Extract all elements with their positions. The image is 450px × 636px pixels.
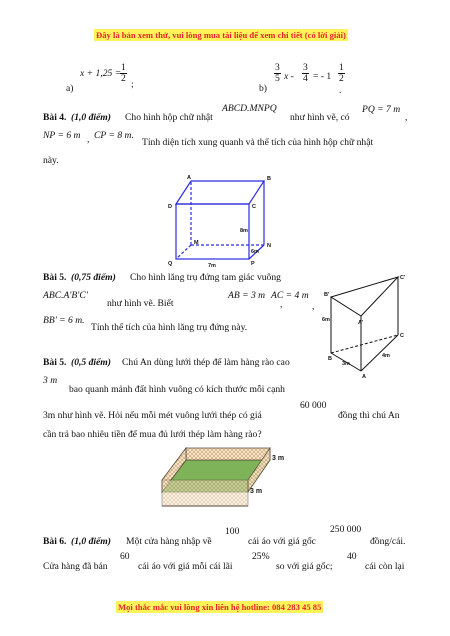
- label-D: D: [168, 204, 172, 210]
- bai6-text3: đồng/cái.: [370, 536, 406, 547]
- bai6-text6: so với giá gốc;: [276, 561, 333, 572]
- bai5b-text5: cần trả bao nhiêu tiền để mua đủ lưới thép làm hàng rào?: [43, 429, 262, 440]
- label-N: N: [267, 243, 271, 249]
- label-height: 6m: [322, 317, 330, 323]
- eq-b-eq: = - 1: [313, 71, 332, 82]
- eq-b-label: b): [259, 83, 267, 94]
- label-C1: C': [400, 275, 406, 281]
- bai6-title: Bài 6.: [43, 536, 67, 547]
- bai5b-text2: bao quanh mảnh đất hình vuông có kích thước mỗi cạnh: [69, 384, 285, 395]
- label-M: M: [194, 240, 199, 246]
- label-ac: 4m: [382, 353, 390, 359]
- bai5b-text1: Chú An dùng lưới thép để làm hàng rào cao: [122, 357, 290, 368]
- front-face: [176, 204, 249, 259]
- eq-a-fraction: [120, 63, 127, 84]
- label-C: C: [400, 333, 404, 339]
- eq-b-d1: 5: [275, 73, 280, 84]
- bai5a-shape: ABC.A'B'C': [43, 290, 88, 301]
- bai4-text2: như hình vẽ, có: [290, 112, 350, 123]
- eq-a-tail: ;: [131, 79, 134, 90]
- bai5a-bb: BB' = 6 m.: [43, 315, 85, 326]
- bai5b-text4: đồng thì chú An: [338, 410, 400, 421]
- eq-a-den: 2: [121, 73, 126, 84]
- preview-notice: Đây là bản xem thử, vui lòng mua tài liệu để xem chi tiết (có lời giải): [96, 30, 346, 40]
- hotline-notice: Mọi thắc mắc vui lòng xin liên hệ hotline: 084 283 45 85: [118, 602, 322, 612]
- bai6-text2: cái áo với giá gốc: [248, 536, 316, 547]
- bai4-points: (1,0 điểm): [71, 112, 111, 123]
- label-height: 8m: [240, 228, 248, 234]
- top-face: [176, 181, 264, 204]
- bai5b-title: Bài 5.: [43, 357, 67, 368]
- eq-b-d3: 2: [339, 73, 344, 84]
- box-figure: [160, 173, 295, 268]
- bai4-shape: ABCD.MNPQ: [222, 103, 277, 114]
- eq-b-x: x -: [284, 71, 294, 82]
- eq-b-n3: 1: [339, 62, 344, 73]
- eq-b-frac3: [338, 63, 345, 84]
- bai5a-points: (0,75 điểm): [71, 272, 116, 283]
- eq-b-n2: 3: [303, 62, 308, 73]
- label-length: 7m: [208, 263, 216, 268]
- label-width: 6m: [251, 249, 259, 255]
- bai5b-height: 3 m: [43, 375, 58, 386]
- label-B: B: [267, 176, 271, 182]
- bai5a-comma1: ,: [280, 299, 283, 310]
- bai5a-ab: AB = 3 m: [228, 290, 266, 301]
- fence-figure: [150, 444, 300, 514]
- bai4-pq: PQ = 7 m: [362, 104, 401, 115]
- label-A: A: [362, 374, 366, 379]
- eq-b-frac1: [274, 63, 281, 84]
- bai6-text1: Một cửa hàng nhập về: [126, 536, 212, 547]
- bai4-np: NP = 6 m: [43, 130, 81, 141]
- fence-front: [162, 480, 248, 506]
- bai5a-text1: Cho hình lăng trụ đứng tam giác vuông: [130, 272, 281, 283]
- bai5a-text3: Tính thể tích của hình lăng trụ đứng này.: [91, 322, 248, 333]
- label-A1: A': [358, 320, 364, 326]
- label-B: B: [328, 356, 332, 362]
- label-A: A: [187, 175, 191, 181]
- bai6-price: 250 000: [330, 524, 362, 535]
- eq-b-d2: 4: [303, 73, 308, 84]
- bai4-text3: Tính diện tích xung quanh và thể tích của hình hộp chữ nhật: [142, 137, 374, 148]
- bai4-cp: CP = 8 m.: [94, 130, 134, 141]
- eq-b-tail: .: [339, 85, 342, 96]
- fence-back: [186, 448, 270, 460]
- bai4-title: Bài 4.: [43, 112, 67, 123]
- eq-a-lhs: x + 1,25 =: [80, 68, 122, 79]
- bai5b-price: 60 000: [300, 400, 327, 411]
- bai6-text7: cái còn lại: [365, 561, 405, 572]
- eq-a-label: a): [66, 83, 74, 94]
- edge-bc: [331, 335, 398, 353]
- bai5a-text2: như hình vẽ. Biết: [107, 298, 174, 309]
- bai5b-points: (0,5 điểm): [71, 357, 111, 368]
- bai5a-title: Bài 5.: [43, 272, 67, 283]
- edge-mq: [176, 245, 191, 259]
- label-C: C: [252, 204, 256, 210]
- label-Q: Q: [168, 261, 173, 267]
- prism-figure: [318, 273, 410, 379]
- label-top: 3 m: [272, 455, 285, 462]
- bai4-comma1: ,: [405, 112, 408, 123]
- bai5a-comma2: ,: [312, 301, 315, 312]
- bai6-n40: 40: [347, 551, 357, 562]
- eq-b-n1: 3: [275, 62, 280, 73]
- label-side: 3 m: [250, 488, 263, 495]
- bai6-text4: Cửa hàng đã bán: [43, 561, 108, 572]
- label-B1: B': [324, 292, 330, 298]
- eq-b-frac2: [302, 63, 309, 84]
- bai4-comma2: ,: [87, 134, 90, 145]
- bai4-text4: này.: [43, 155, 59, 166]
- label-ab: 3m: [342, 361, 350, 367]
- bai4-text1: Cho hình hộp chữ nhật: [125, 112, 213, 123]
- bai6-n100: 100: [225, 526, 240, 537]
- bai6-n60: 60: [120, 551, 130, 562]
- bai5b-text3: 3m như hình vẽ. Hỏi nếu mỗi mét vuông lưới thép có giá: [43, 410, 262, 421]
- bai6-points: (1,0 điểm): [71, 536, 111, 547]
- bai5a-ac: AC = 4 m: [271, 290, 309, 301]
- bai6-pct: 25%: [252, 551, 270, 562]
- label-P: P: [251, 261, 255, 267]
- eq-a-num: 1: [121, 62, 126, 73]
- bai6-text5: cái áo với giá mỗi cái lãi: [138, 561, 233, 572]
- top-triangle: [331, 277, 398, 316]
